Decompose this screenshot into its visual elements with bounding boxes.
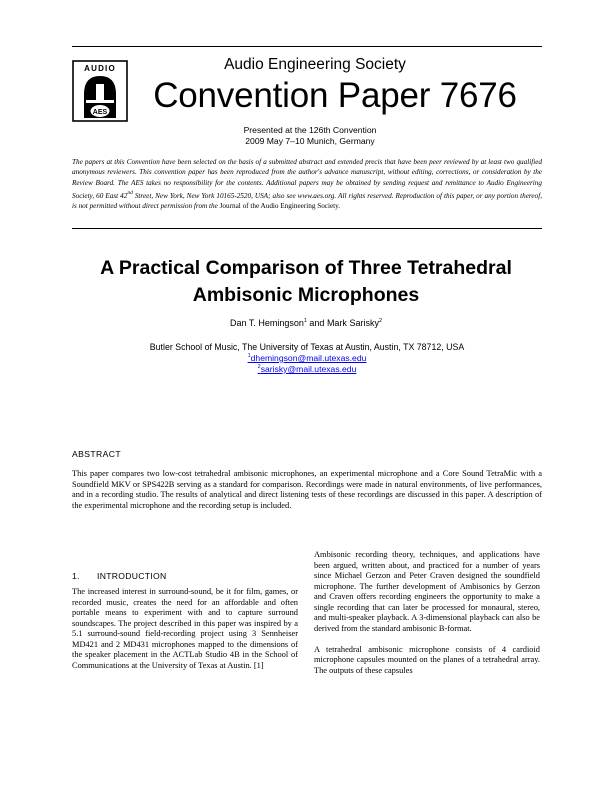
- affiliation: Butler School of Music, The University of Texas at Austin, Austin, TX 78712, USA: [149, 342, 465, 352]
- tetrahedral-paragraph: A tetrahedral ambisonic microphone consists of 4 cardioid microphone capsules mounted on the planes of a tetrahedral array. The outputs of these capsules: [314, 644, 540, 675]
- author1-sup: 1: [303, 318, 307, 324]
- email-link-1[interactable]: [72, 353, 542, 363]
- author-and: and: [306, 318, 327, 328]
- email2-sup: 2: [257, 364, 261, 370]
- email1-sup: 1: [247, 353, 251, 359]
- disclaimer-part2: Street, New York, New York 10165-2520, USA; also see www.aes.org. All rights reserved. Reproduction of this paper, or any portion thereof, is not permitted without direct permission from the: [72, 191, 542, 211]
- paper-title: [60, 255, 552, 309]
- convention-dates: 2009 May 7–10 Munich, Germany: [245, 136, 375, 146]
- ambisonic-paragraph: Ambisonic recording theory, techniques, and applications have been argued, written about, and practiced for a number of years since Michael Gerzon and Peter Craven designed the soundfield microphone. The further development of Ambisonics by Gerzon and Craven offers recording engineers the opportunity to make a single recording that can later be processed for monaural, stereo, and multi-speaker playback. A 3-dimensional playback can also be derived from the standard ambisonic B-format.: [314, 550, 540, 633]
- author1: Dan T. Hemingson: [229, 318, 304, 328]
- convention-paper-title: Convention Paper 7676: [153, 76, 517, 115]
- aes-logo: [72, 60, 128, 122]
- paper-title-line2: Ambisonic Microphones: [192, 284, 420, 306]
- right-column: [314, 550, 540, 687]
- header-bottom-rule: [72, 228, 542, 229]
- left-column: [72, 587, 298, 671]
- header-top-rule: [72, 46, 542, 47]
- society-name: Audio Engineering Society: [224, 56, 406, 73]
- author2: Mark Sarisky: [326, 318, 379, 328]
- section-heading-introduction: [72, 571, 166, 581]
- abstract-body: This paper compares two low-cost tetrahedral ambisonic microphones, an experimental microphone and a Core Sound TetraMic with a Soundfield MKV or SPS422B serving as a standard for comparison. Recordings were made in natural environments, of live performances, and in a recording studio. The results of analytical and direct listening tests of these recordings are discussed in this paper. A description of the experimental microphone and the recording setup is included.: [72, 469, 542, 510]
- author2-sup: 2: [378, 318, 383, 324]
- disclaimer-sup: nd: [127, 189, 133, 196]
- logo-top-text: AUDIO: [84, 64, 116, 73]
- intro-paragraph: The increased interest in surround-sound, be it for film, games, or recorded music, creates the need for an affordable and often portable means to experiment with and to capture surround soundscapes. The project described in this paper was inspired by a 5.1 surround-sound field-recording project using 3 Sennheiser MD421 and 2 MD431 microphones mapped to the dimensions of the speaker placement in the ACTLab Studio 4B in the School of Communications at the University of Texas at Austin. [1]: [72, 587, 298, 670]
- logo-bottom-text: AES: [92, 109, 108, 116]
- disclaimer-part1: The papers at this Convention have been selected on the basis of a submitted abstract and extended precis that have been peer reviewed by at least two qualified anonymous reviewers. This convention paper has been reproduced from the author's advance manuscript, without editing, corrections, or consideration by the Review Board. The AES takes no responsibility for the contents. Additional papers may be obtained by sending request and remittance to Audio Engineering Society, 60 East 42: [72, 158, 542, 200]
- email2-text: sarisky@mail.utexas.edu: [260, 364, 357, 374]
- section-number: 1.: [72, 571, 80, 581]
- paper-title-line1: A Practical Comparison of Three Tetrahedral: [100, 257, 512, 279]
- section-title: INTRODUCTION: [97, 571, 167, 581]
- presented-at: Presented at the 126th Convention: [243, 125, 377, 135]
- disclaimer-journal: Journal of the Audio Engineering Society.: [219, 202, 341, 211]
- abstract-heading: ABSTRACT: [72, 449, 122, 459]
- email-link-2[interactable]: [72, 364, 542, 374]
- authors: [150, 318, 462, 328]
- disclaimer: [72, 157, 542, 211]
- email1-text: dhemingson@mail.utexas.edu: [250, 353, 367, 363]
